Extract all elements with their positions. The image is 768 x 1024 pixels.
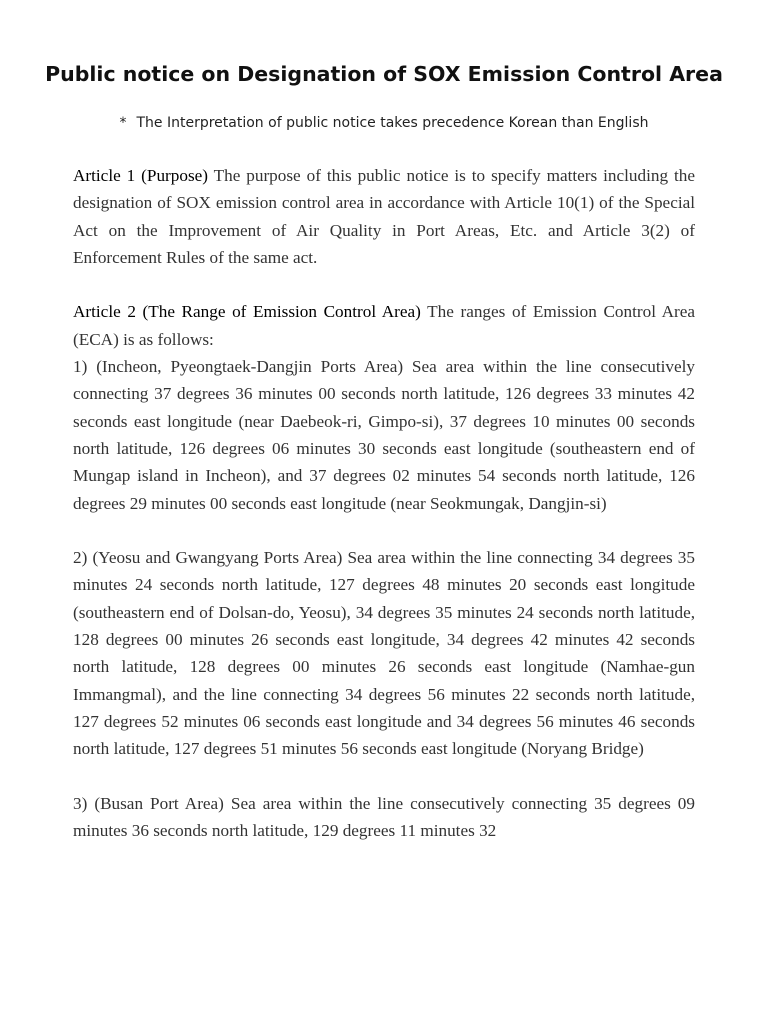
article-2-item-2: 2) (Yeosu and Gwangyang Ports Area) Sea area within the line connecting 34 degrees 35 minutes 24 seconds north latitude, 127 degrees 48 minutes 20 seconds east longitude (southeastern end of Dolsan-do, Yeosu), 34 degrees 35 minutes 24 seconds north latitude, 128 degrees 00 minutes 26 seconds east longitude, 34 degrees 42 minutes 42 seconds north latitude, 128 degrees 00 minutes 26 seconds east longitude (Namhae-gun Immangmal), and the line connecting 34 degrees 56 minutes 22 seconds north latitude, 127 degrees 52 minutes 06 seconds east longitude and 34 degrees 56 minutes 46 seconds north latitude, 127 degrees 51 minutes 56 seconds east longitude (Noryang Bridge) (73, 548, 695, 759)
article-1-heading: Article 1 (Purpose) (73, 166, 208, 185)
article-2-heading: Article 2 (The Range of Emission Control Area) (73, 302, 421, 322)
article-2-intro: The ranges of Emission Control Area (ECA) is as follows: (73, 302, 696, 349)
document-title: Public notice on Designation of SOX Emission Control Area (45, 62, 723, 86)
article-2-item-1: 1) (Incheon, Pyeongtaek-Dangjin Ports Area) Sea area within the line consecutively connecting 37 degrees 36 minutes 00 seconds north latitude, 126 degrees 33 minutes 42 seconds east longitude (near Daebeok-ri, Gimpo-si), 37 degrees 10 minutes 00 seconds north latitude, 126 degrees 06 minutes 30 seconds east longitude (southeastern end of Mungap island in Incheon), and 37 degrees 02 minutes 54 seconds north latitude, 126 degrees 29 minutes 00 seconds east longitude (near Seokmungak, Dangjin-si) (73, 357, 695, 513)
document-body (73, 162, 695, 872)
language-precedence-note (0, 115, 768, 131)
article-1-text: The purpose of this public notice is to specify matters including the designation of SOX emission control area in accordance with Article 10(1) of the Special Act on the Improvement of Air Quality in Port Areas, Etc. and Article 3(2) of Enforcement Rules of the same act. (73, 166, 695, 267)
article-1-paragraph (73, 162, 695, 271)
article-2-item-3: 3) (Busan Port Area) Sea area within the line consecutively connecting 35 degrees 09 minutes 36 seconds north latitude, 129 degrees 11 minutes 32 (73, 793, 695, 841)
note-marker: * (119, 115, 127, 131)
article-2-intro-paragraph (73, 298, 695, 353)
note-text: The Interpretation of public notice takes precedence Korean than English (136, 115, 649, 131)
